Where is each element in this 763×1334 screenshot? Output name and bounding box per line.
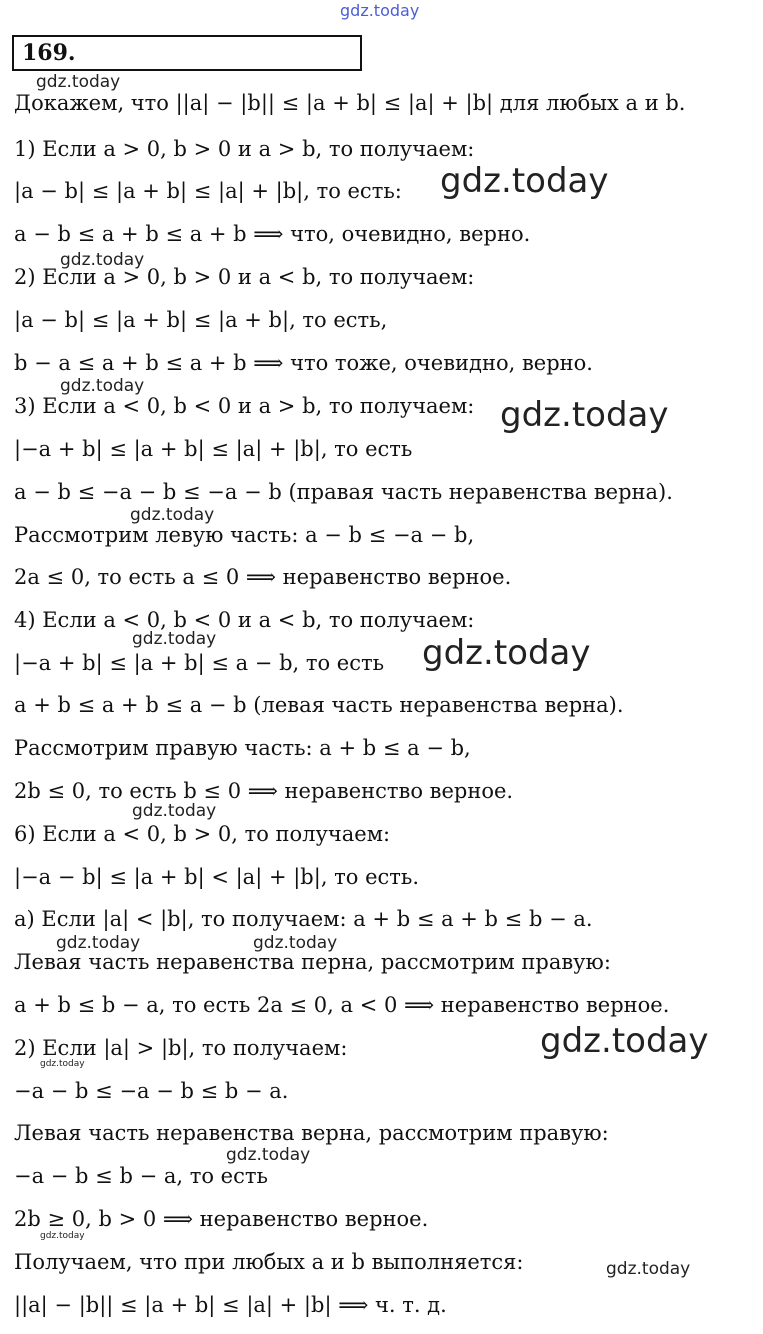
watermark: gdz.today: [540, 1021, 709, 1061]
watermark: gdz.today: [422, 633, 591, 673]
text-line: 1) Если a > 0, b > 0 и a > b, то получаем:: [14, 137, 475, 161]
watermark: gdz.today: [56, 933, 141, 953]
text-line: −a − b ≤ −a − b ≤ b − a.: [14, 1079, 289, 1103]
watermark: gdz.today: [226, 1145, 311, 1165]
text-line: 2) Если |a| > |b|, то получаем:: [14, 1036, 348, 1060]
watermark: gdz.today: [340, 1, 420, 20]
text-line: 3) Если a < 0, b < 0 и a > b, то получаем:: [14, 394, 475, 418]
text-line: 4) Если a < 0, b < 0 и a < b, то получаем:: [14, 608, 475, 632]
watermark: gdz.today: [40, 1059, 85, 1069]
text-line: Левая часть неравенства перна, рассмотрим правую:: [14, 950, 611, 974]
text-line: ||a| − |b|| ≤ |a + b| ≤ |a| + |b| ⟹ ч. т. д.: [14, 1293, 447, 1317]
watermark: gdz.today: [132, 629, 217, 649]
text-line: |a − b| ≤ |a + b| ≤ |a| + |b|, то есть:: [14, 179, 402, 203]
watermark: gdz.today: [40, 1231, 85, 1241]
text-line: |−a − b| ≤ |a + b| < |a| + |b|, то есть.: [14, 865, 420, 889]
watermark: gdz.today: [440, 161, 609, 201]
text-line: Докажем, что ||a| − |b|| ≤ |a + b| ≤ |a| + |b| для любых a и b.: [14, 91, 686, 115]
text-line: Рассмотрим левую часть: a − b ≤ −a − b,: [14, 523, 475, 547]
text-line: 6) Если a < 0, b > 0, то получаем:: [14, 822, 391, 846]
text-line: 2a ≤ 0, то есть a ≤ 0 ⟹ неравенство верное.: [14, 565, 512, 589]
watermark: gdz.today: [60, 376, 145, 396]
text-line: |−a + b| ≤ |a + b| ≤ |a| + |b|, то есть: [14, 437, 413, 461]
text-line: a + b ≤ b − a, то есть 2a ≤ 0, a < 0 ⟹ неравенство верное.: [14, 993, 670, 1017]
text-line: a − b ≤ −a − b ≤ −a − b (правая часть неравенства верна).: [14, 480, 673, 504]
text-line: a + b ≤ a + b ≤ a − b (левая часть неравенства верна).: [14, 693, 624, 717]
watermark: gdz.today: [36, 72, 121, 92]
watermark: gdz.today: [60, 250, 145, 270]
text-line: a − b ≤ a + b ≤ a + b ⟹ что, очевидно, верно.: [14, 222, 531, 246]
watermark: gdz.today: [253, 933, 338, 953]
text-line: Получаем, что при любых a и b выполняется:: [14, 1250, 524, 1274]
text-line: а) Если |a| < |b|, то получаем: a + b ≤ a + b ≤ b − a.: [14, 907, 593, 931]
watermark: gdz.today: [606, 1259, 691, 1279]
text-line: |a − b| ≤ |a + b| ≤ |a + b|, то есть,: [14, 308, 388, 332]
text-line: −a − b ≤ b − a, то есть: [14, 1164, 268, 1188]
watermark: gdz.today: [500, 395, 669, 435]
problem-number: 169.: [22, 40, 76, 66]
text-line: |−a + b| ≤ |a + b| ≤ a − b, то есть: [14, 651, 385, 675]
text-line: 2b ≤ 0, то есть b ≤ 0 ⟹ неравенство верное.: [14, 779, 514, 803]
text-line: Рассмотрим правую часть: a + b ≤ a − b,: [14, 736, 471, 760]
text-line: 2b ≥ 0, b > 0 ⟹ неравенство верное.: [14, 1207, 429, 1231]
text-line: b − a ≤ a + b ≤ a + b ⟹ что тоже, очевидно, верно.: [14, 351, 593, 375]
text-line: Левая часть неравенства верна, рассмотрим правую:: [14, 1121, 609, 1145]
watermark: gdz.today: [132, 801, 217, 821]
text-line: 2) Если a > 0, b > 0 и a < b, то получаем:: [14, 265, 475, 289]
problem-number-box: [12, 35, 362, 71]
watermark: gdz.today: [130, 505, 215, 525]
